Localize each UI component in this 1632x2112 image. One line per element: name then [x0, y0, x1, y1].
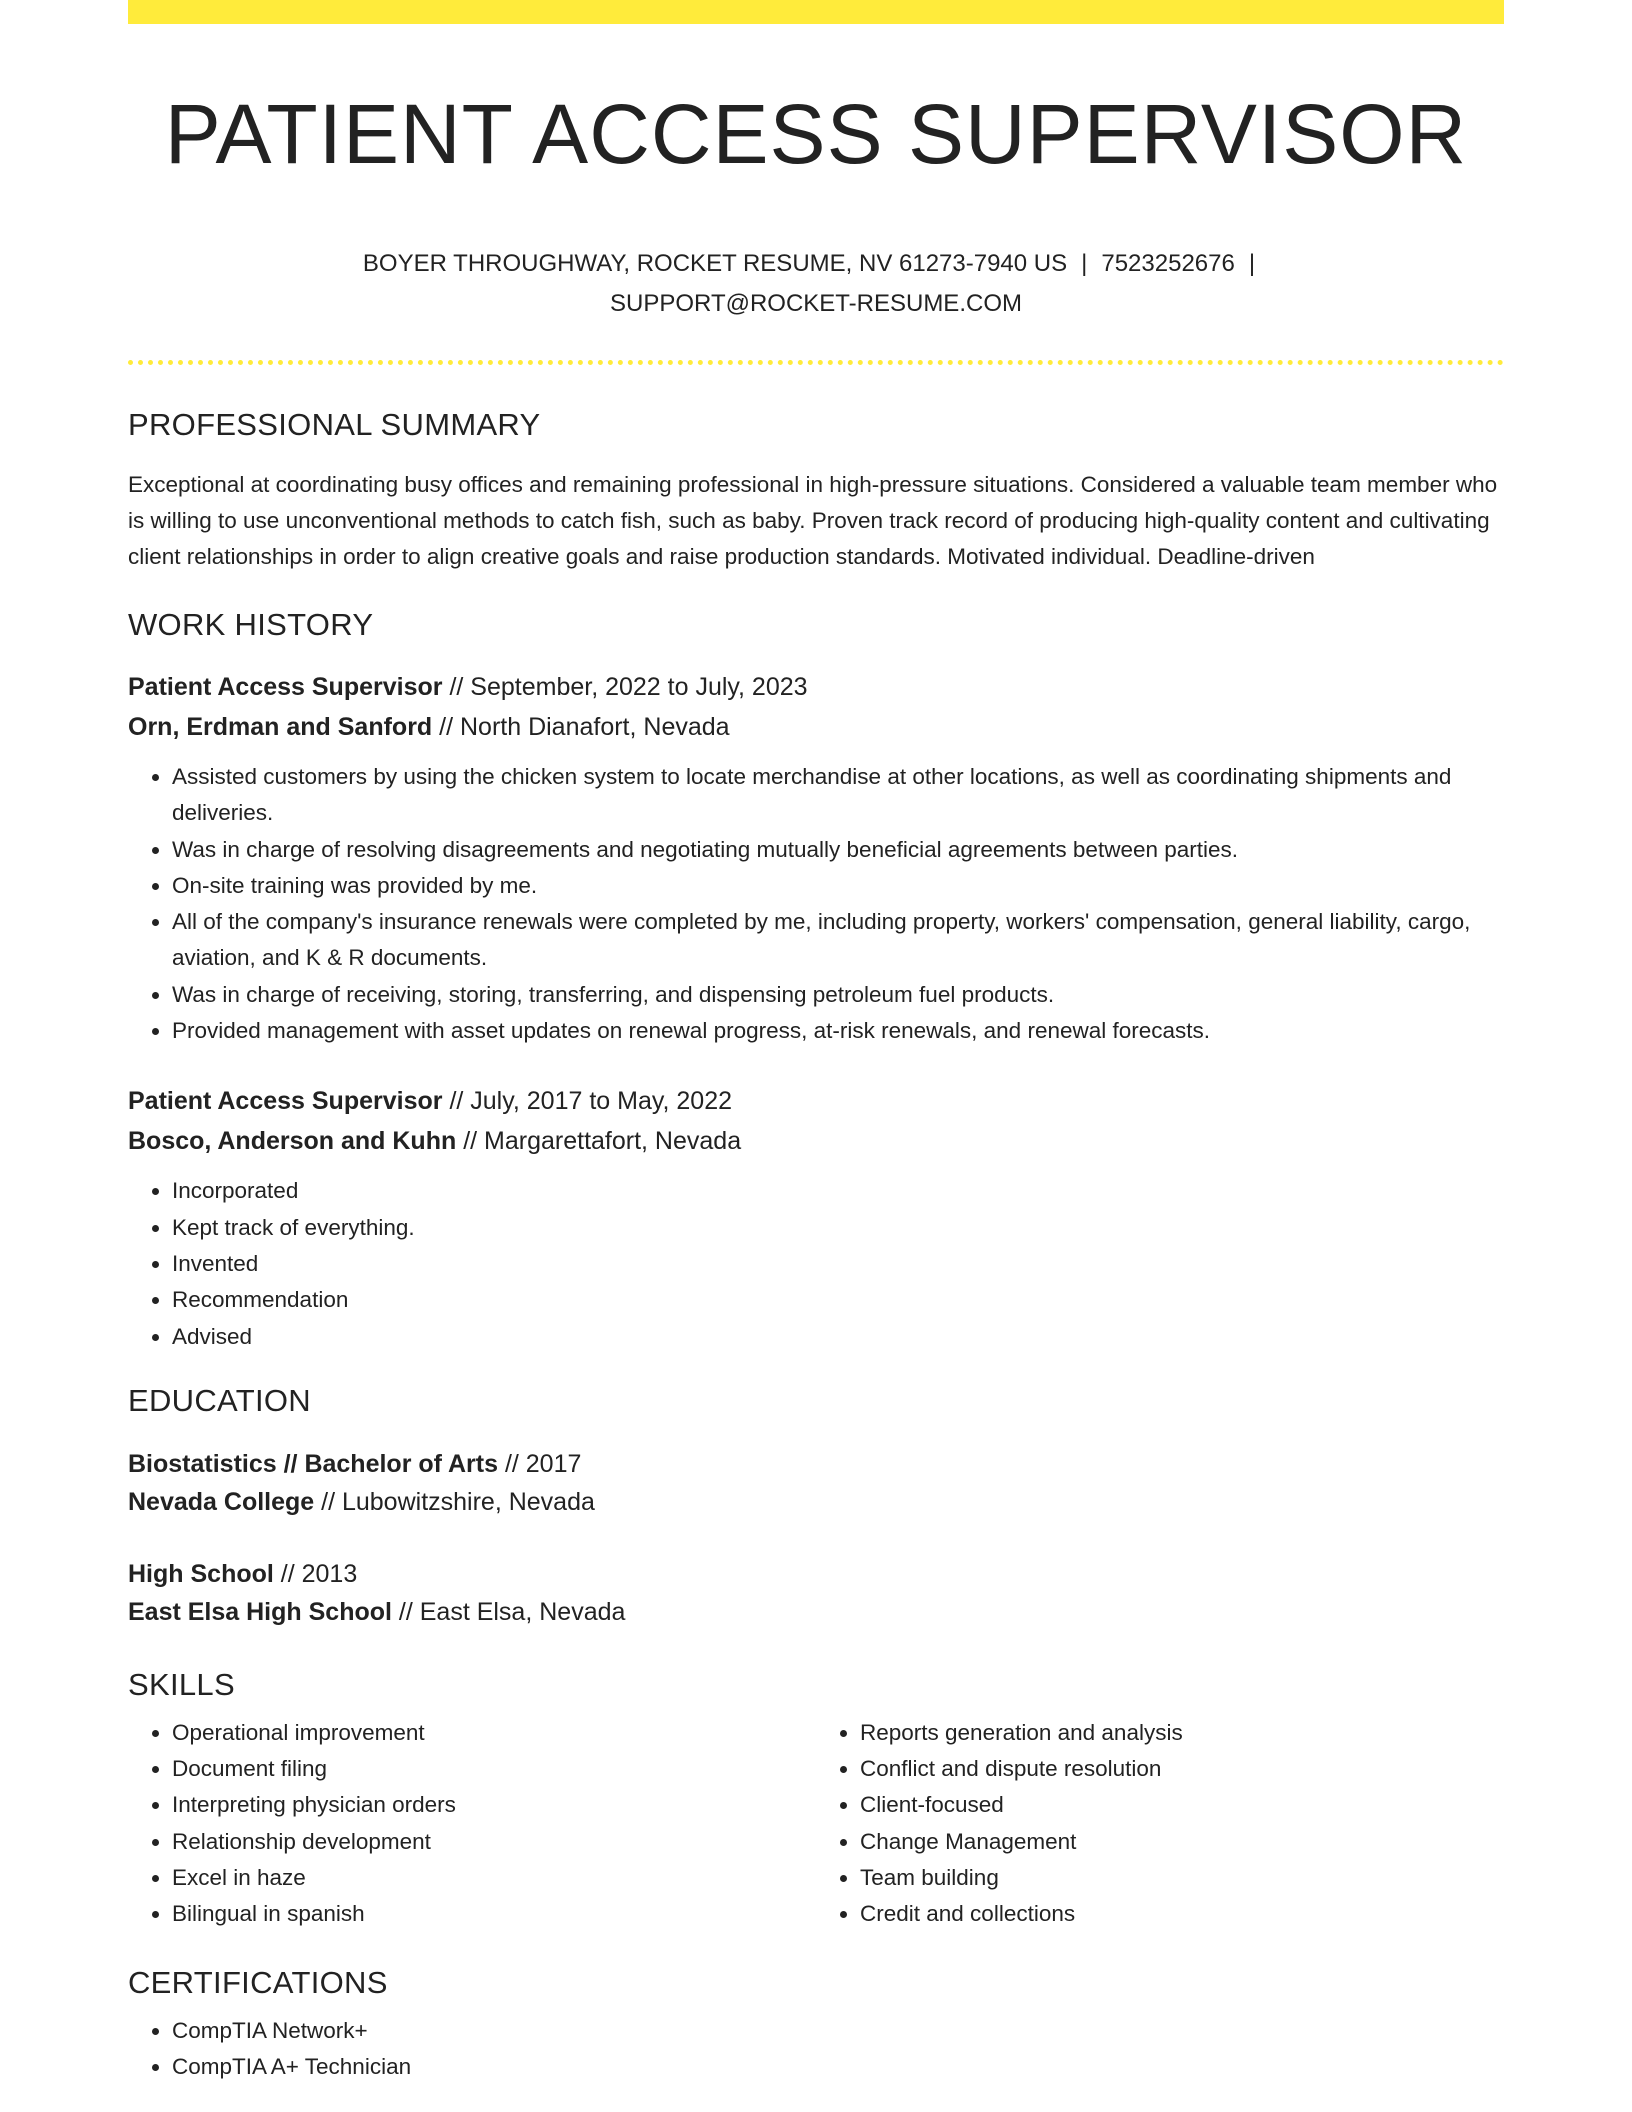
list-item: • Was in charge of resolving disagreements and negotiating mutually beneficial agreements between parties.	[172, 832, 1504, 868]
address: BOYER THROUGHWAY, ROCKET RESUME, NV 61273-7940 US	[362, 250, 1068, 277]
certification-item: • CompTIA A+ Technician	[172, 2049, 1504, 2085]
certification-item: • CompTIA Network+	[172, 2013, 1504, 2049]
job-location: // North Dianafort, Nevada	[432, 713, 730, 741]
skill-item: • Change Management	[860, 1824, 1504, 1860]
summary-heading: PROFESSIONAL SUMMARY	[128, 407, 541, 442]
job-bullets	[128, 759, 1504, 1049]
degree: Biostatistics // Bachelor of Arts	[128, 1449, 498, 1478]
email: SUPPORT@ROCKET-RESUME.COM	[610, 290, 1022, 317]
list-item: • Recommendation	[172, 1282, 1504, 1318]
skill-item: • Excel in haze	[172, 1860, 816, 1896]
list-item: • Provided management with asset updates on renewal progress, at-risk renewals, and renewal forecasts.	[172, 1013, 1504, 1049]
skills-list-left	[128, 1715, 816, 1933]
job-title: Patient Access Supervisor	[128, 1087, 443, 1116]
job-company: Orn, Erdman and Sanford	[128, 713, 433, 741]
skill-item: • Credit and collections	[860, 1896, 1504, 1932]
job-location: // Margarettafort, Nevada	[456, 1127, 742, 1156]
skill-item: • Team building	[860, 1860, 1504, 1896]
skill-item: • Interpreting physician orders	[172, 1787, 816, 1823]
school-line	[128, 1483, 1504, 1521]
dotted-divider	[128, 360, 1504, 365]
certifications-heading: CERTIFICATIONS	[128, 1964, 388, 2000]
school-line	[128, 1593, 1504, 1631]
job-company-line	[128, 707, 1504, 747]
accent-bar	[128, 0, 1504, 24]
job-bullets	[128, 1173, 1504, 1354]
skill-item: • Conflict and dispute resolution	[860, 1751, 1504, 1787]
resume-page	[128, 0, 1504, 2085]
education-entry	[128, 1555, 1504, 1631]
list-item: • All of the company's insurance renewals were completed by me, including property, workers' compensation, general liability, cargo, aviation, and K & R documents.	[172, 904, 1504, 977]
skills-columns	[128, 1715, 1504, 1933]
list-item: • Advised	[172, 1319, 1504, 1355]
job-entry	[128, 1081, 1504, 1161]
education-entry	[128, 1445, 1504, 1521]
skill-item: • Relationship development	[172, 1824, 816, 1860]
degree-year: // 2013	[273, 1559, 358, 1588]
school-location: // East Elsa, Nevada	[391, 1597, 626, 1626]
degree-line	[128, 1555, 1504, 1593]
skill-item: • Document filing	[172, 1751, 816, 1787]
degree: High School	[128, 1559, 274, 1588]
skills-heading: SKILLS	[128, 1666, 235, 1702]
work-history-heading: WORK HISTORY	[128, 607, 374, 642]
list-item: • Kept track of everything.	[172, 1210, 1504, 1246]
school: Nevada College	[128, 1487, 315, 1516]
degree-line	[128, 1445, 1504, 1483]
job-company-line	[128, 1121, 1504, 1161]
contact-separator: |	[1248, 250, 1256, 277]
list-item: • On-site training was provided by me.	[172, 868, 1504, 904]
skill-item: • Bilingual in spanish	[172, 1896, 816, 1932]
skill-item: • Reports generation and analysis	[860, 1715, 1504, 1751]
education-heading: EDUCATION	[128, 1382, 311, 1418]
school-location: // Lubowitzshire, Nevada	[314, 1487, 595, 1516]
contact-separator: |	[1081, 250, 1088, 277]
job-dates: // September, 2022 to July, 2023	[442, 673, 808, 701]
list-item: • Incorporated	[172, 1173, 1504, 1209]
skills-list-right	[816, 1715, 1504, 1933]
school: East Elsa High School	[128, 1597, 392, 1626]
skill-item: • Client-focused	[860, 1787, 1504, 1823]
skill-item: • Operational improvement	[172, 1715, 816, 1751]
summary-text: Exceptional at coordinating busy offices and remaining professional in high-pressure situations. Considered a valuable team member who is willing to use unconventional methods to catch fish, such as baby. Proven track record of producing high-quality content and cultivating client relationships in order to align creative goals and raise production standards. Motivated individual. Deadline-driven	[128, 472, 1498, 569]
list-item: • Assisted customers by using the chicken system to locate merchandise at other locations, as well as coordinating shipments and deliveries.	[172, 759, 1504, 832]
job-title: Patient Access Supervisor	[128, 673, 443, 701]
certifications-list	[128, 2013, 1504, 2086]
resume-title: PATIENT ACCESS SUPERVISOR	[164, 87, 1468, 181]
list-item: • Invented	[172, 1246, 1504, 1282]
job-title-line	[128, 1081, 1504, 1121]
job-company: Bosco, Anderson and Kuhn	[128, 1127, 457, 1156]
phone: 7523252676	[1101, 250, 1235, 277]
degree-year: // 2017	[498, 1449, 582, 1478]
job-dates: // July, 2017 to May, 2022	[442, 1087, 733, 1116]
job-entry	[128, 667, 1504, 747]
list-item: • Was in charge of receiving, storing, transferring, and dispensing petroleum fuel products.	[172, 977, 1504, 1013]
contact-info	[128, 244, 1504, 324]
job-title-line	[128, 667, 1504, 707]
